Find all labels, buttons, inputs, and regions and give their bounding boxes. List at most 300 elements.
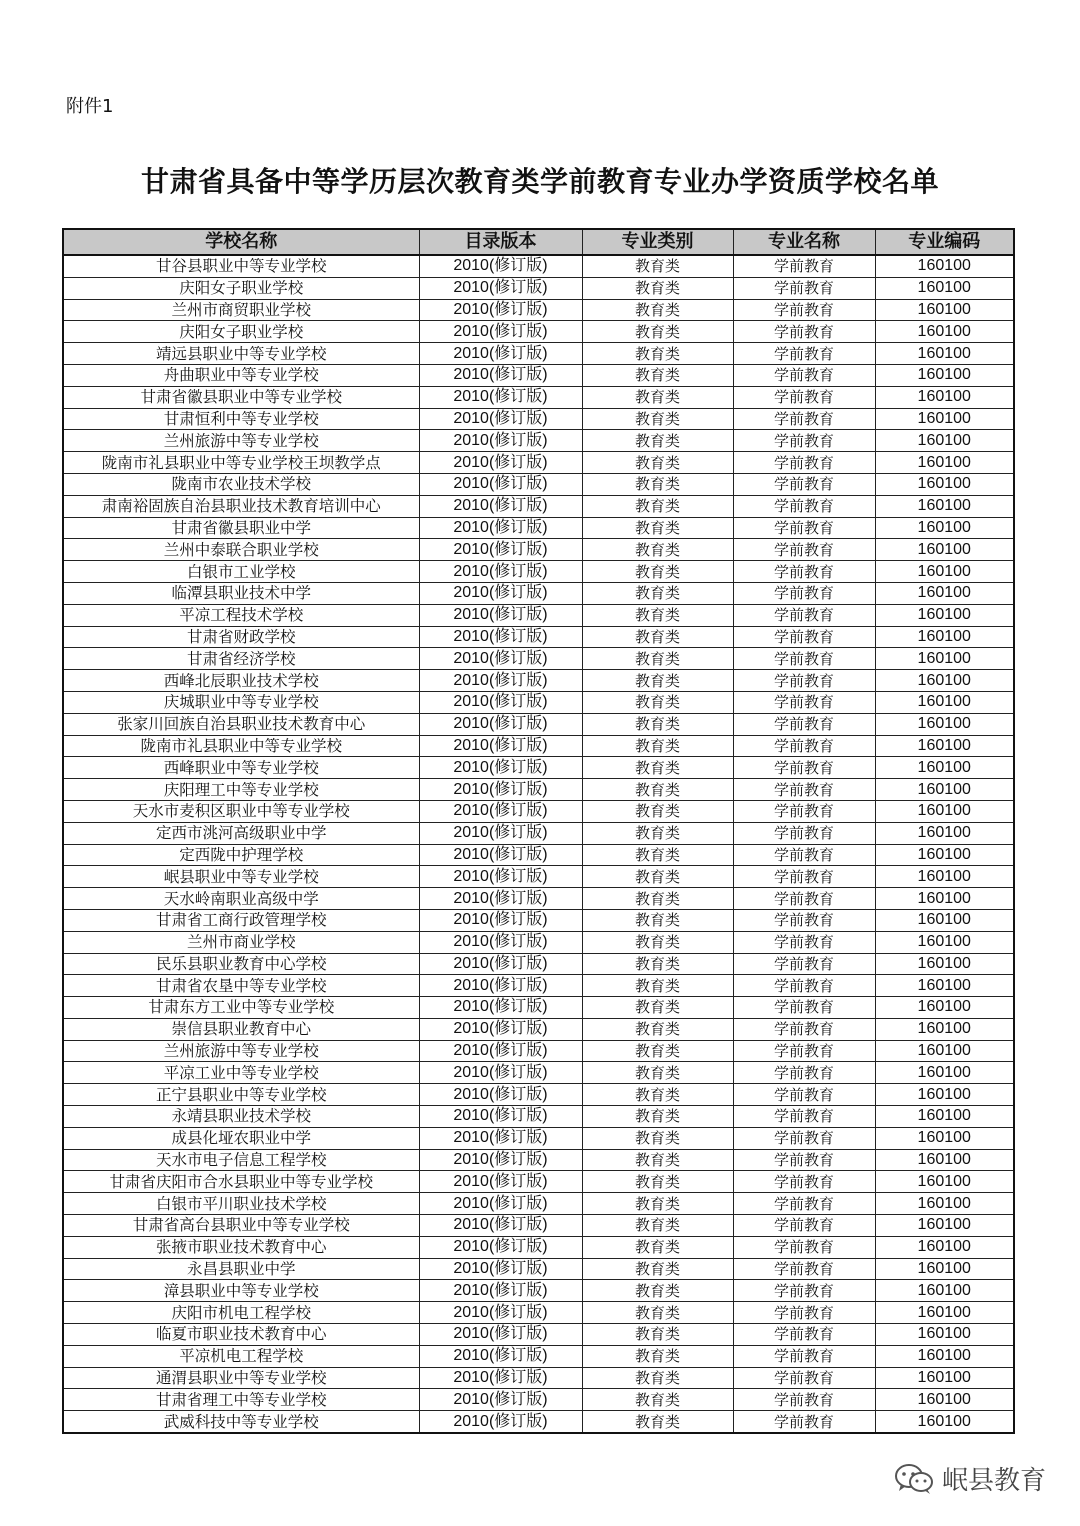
- major-category-cell: 教育类: [582, 1411, 733, 1433]
- table-row: [63, 1345, 1014, 1367]
- catalog-version-cell: 2010(修订版): [419, 1258, 582, 1280]
- major-code-cell: 160100: [875, 1302, 1014, 1324]
- catalog-version-cell: 2010(修订版): [419, 800, 582, 822]
- major-category-cell: 教育类: [582, 604, 733, 626]
- school-table: [62, 228, 1015, 1434]
- major-name-cell: 学前教育: [733, 909, 875, 931]
- table-row: [63, 452, 1014, 474]
- major-code-cell: 160100: [875, 277, 1014, 299]
- school-name-cell: 兰州旅游中等专业学校: [63, 430, 419, 452]
- major-category-cell: 教育类: [582, 1171, 733, 1193]
- major-code-cell: 160100: [875, 1236, 1014, 1258]
- catalog-version-cell: 2010(修订版): [419, 1324, 582, 1346]
- major-category-cell: 教育类: [582, 953, 733, 975]
- catalog-version-cell: 2010(修订版): [419, 1302, 582, 1324]
- catalog-version-cell: 2010(修订版): [419, 430, 582, 452]
- table-row: [63, 1062, 1014, 1084]
- table-row: [63, 1084, 1014, 1106]
- major-name-cell: 学前教育: [733, 277, 875, 299]
- major-name-cell: 学前教育: [733, 561, 875, 583]
- major-name-cell: 学前教育: [733, 473, 875, 495]
- table-row: [63, 670, 1014, 692]
- major-code-cell: 160100: [875, 343, 1014, 365]
- major-code-cell: 160100: [875, 582, 1014, 604]
- major-code-cell: 160100: [875, 1149, 1014, 1171]
- major-category-cell: 教育类: [582, 255, 733, 277]
- school-name-cell: 甘肃省庆阳市合水县职业中等专业学校: [63, 1171, 419, 1193]
- column-header-major-category: 专业类别: [582, 229, 733, 255]
- school-name-cell: 武威科技中等专业学校: [63, 1411, 419, 1433]
- major-name-cell: 学前教育: [733, 343, 875, 365]
- major-name-cell: 学前教育: [733, 975, 875, 997]
- school-name-cell: 甘谷县职业中等专业学校: [63, 255, 419, 277]
- school-name-cell: 甘肃省财政学校: [63, 626, 419, 648]
- major-category-cell: 教育类: [582, 539, 733, 561]
- table-row: [63, 343, 1014, 365]
- catalog-version-cell: 2010(修订版): [419, 299, 582, 321]
- major-name-cell: 学前教育: [733, 452, 875, 474]
- school-name-cell: 舟曲职业中等专业学校: [63, 364, 419, 386]
- school-name-cell: 靖远县职业中等专业学校: [63, 343, 419, 365]
- major-code-cell: 160100: [875, 1106, 1014, 1128]
- table-row: [63, 1280, 1014, 1302]
- catalog-version-cell: 2010(修订版): [419, 1280, 582, 1302]
- school-name-cell: 成县化垭农职业中学: [63, 1127, 419, 1149]
- school-name-cell: 张家川回族自治县职业技术教育中心: [63, 713, 419, 735]
- major-code-cell: 160100: [875, 1345, 1014, 1367]
- major-name-cell: 学前教育: [733, 1215, 875, 1237]
- major-name-cell: 学前教育: [733, 779, 875, 801]
- major-category-cell: 教育类: [582, 1084, 733, 1106]
- school-name-cell: 庆阳市机电工程学校: [63, 1302, 419, 1324]
- major-category-cell: 教育类: [582, 888, 733, 910]
- school-name-cell: 兰州市商业学校: [63, 931, 419, 953]
- major-category-cell: 教育类: [582, 321, 733, 343]
- major-category-cell: 教育类: [582, 844, 733, 866]
- catalog-version-cell: 2010(修订版): [419, 1367, 582, 1389]
- major-code-cell: 160100: [875, 691, 1014, 713]
- catalog-version-cell: 2010(修订版): [419, 888, 582, 910]
- catalog-version-cell: 2010(修订版): [419, 822, 582, 844]
- major-category-cell: 教育类: [582, 1302, 733, 1324]
- school-name-cell: 永昌县职业中学: [63, 1258, 419, 1280]
- school-name-cell: 定西陇中护理学校: [63, 844, 419, 866]
- major-category-cell: 教育类: [582, 909, 733, 931]
- major-name-cell: 学前教育: [733, 1411, 875, 1433]
- major-category-cell: 教育类: [582, 866, 733, 888]
- major-name-cell: 学前教育: [733, 866, 875, 888]
- major-category-cell: 教育类: [582, 452, 733, 474]
- school-name-cell: 崇信县职业教育中心: [63, 1018, 419, 1040]
- school-name-cell: 临夏市职业技术教育中心: [63, 1324, 419, 1346]
- major-code-cell: 160100: [875, 670, 1014, 692]
- major-name-cell: 学前教育: [733, 495, 875, 517]
- major-code-cell: 160100: [875, 800, 1014, 822]
- catalog-version-cell: 2010(修订版): [419, 1062, 582, 1084]
- table-row: [63, 691, 1014, 713]
- catalog-version-cell: 2010(修订版): [419, 997, 582, 1019]
- major-category-cell: 教育类: [582, 691, 733, 713]
- major-code-cell: 160100: [875, 975, 1014, 997]
- catalog-version-cell: 2010(修订版): [419, 735, 582, 757]
- major-code-cell: 160100: [875, 1411, 1014, 1433]
- school-name-cell: 肃南裕固族自治县职业技术教育培训中心: [63, 495, 419, 517]
- catalog-version-cell: 2010(修订版): [419, 277, 582, 299]
- major-category-cell: 教育类: [582, 299, 733, 321]
- major-code-cell: 160100: [875, 953, 1014, 975]
- table-row: [63, 321, 1014, 343]
- major-category-cell: 教育类: [582, 975, 733, 997]
- catalog-version-cell: 2010(修订版): [419, 539, 582, 561]
- major-category-cell: 教育类: [582, 626, 733, 648]
- catalog-version-cell: 2010(修订版): [419, 1389, 582, 1411]
- table-row: [63, 909, 1014, 931]
- school-name-cell: 岷县职业中等专业学校: [63, 866, 419, 888]
- school-name-cell: 西峰北辰职业技术学校: [63, 670, 419, 692]
- column-header-major-code: 专业编码: [875, 229, 1014, 255]
- table-row: [63, 997, 1014, 1019]
- major-name-cell: 学前教育: [733, 1193, 875, 1215]
- major-name-cell: 学前教育: [733, 888, 875, 910]
- school-name-cell: 甘肃省徽县职业中学: [63, 517, 419, 539]
- table-row: [63, 1127, 1014, 1149]
- table-row: [63, 430, 1014, 452]
- major-name-cell: 学前教育: [733, 604, 875, 626]
- major-category-cell: 教育类: [582, 277, 733, 299]
- major-code-cell: 160100: [875, 561, 1014, 583]
- major-category-cell: 教育类: [582, 1127, 733, 1149]
- school-name-cell: 天水岭南职业高级中学: [63, 888, 419, 910]
- catalog-version-cell: 2010(修订版): [419, 931, 582, 953]
- catalog-version-cell: 2010(修订版): [419, 1171, 582, 1193]
- major-code-cell: 160100: [875, 495, 1014, 517]
- major-category-cell: 教育类: [582, 1258, 733, 1280]
- school-name-cell: 甘肃省理工中等专业学校: [63, 1389, 419, 1411]
- table-row: [63, 408, 1014, 430]
- major-name-cell: 学前教育: [733, 757, 875, 779]
- major-code-cell: 160100: [875, 735, 1014, 757]
- major-category-cell: 教育类: [582, 997, 733, 1019]
- table-row: [63, 713, 1014, 735]
- table-row: [63, 1018, 1014, 1040]
- major-category-cell: 教育类: [582, 408, 733, 430]
- major-category-cell: 教育类: [582, 757, 733, 779]
- table-row: [63, 953, 1014, 975]
- catalog-version-cell: 2010(修订版): [419, 495, 582, 517]
- table-row: [63, 1236, 1014, 1258]
- major-category-cell: 教育类: [582, 517, 733, 539]
- column-header-major-name: 专业名称: [733, 229, 875, 255]
- major-name-cell: 学前教育: [733, 1106, 875, 1128]
- major-name-cell: 学前教育: [733, 517, 875, 539]
- wechat-icon: [894, 1462, 934, 1496]
- school-name-cell: 民乐县职业教育中心学校: [63, 953, 419, 975]
- major-code-cell: 160100: [875, 299, 1014, 321]
- table-row: [63, 1389, 1014, 1411]
- table-row: [63, 255, 1014, 277]
- table-row: [63, 539, 1014, 561]
- column-header-catalog-version: 目录版本: [419, 229, 582, 255]
- major-name-cell: 学前教育: [733, 1236, 875, 1258]
- catalog-version-cell: 2010(修订版): [419, 1106, 582, 1128]
- catalog-version-cell: 2010(修订版): [419, 1193, 582, 1215]
- major-name-cell: 学前教育: [733, 1324, 875, 1346]
- major-category-cell: 教育类: [582, 735, 733, 757]
- table-row: [63, 604, 1014, 626]
- table-row: [63, 975, 1014, 997]
- school-name-cell: 张掖市职业技术教育中心: [63, 1236, 419, 1258]
- catalog-version-cell: 2010(修订版): [419, 1127, 582, 1149]
- major-category-cell: 教育类: [582, 1106, 733, 1128]
- school-name-cell: 平凉机电工程学校: [63, 1345, 419, 1367]
- table-body: [63, 255, 1014, 1433]
- catalog-version-cell: 2010(修订版): [419, 561, 582, 583]
- table-row: [63, 277, 1014, 299]
- table-row: [63, 1367, 1014, 1389]
- school-name-cell: 庆阳女子职业学校: [63, 277, 419, 299]
- catalog-version-cell: 2010(修订版): [419, 779, 582, 801]
- catalog-version-cell: 2010(修订版): [419, 517, 582, 539]
- major-name-cell: 学前教育: [733, 1149, 875, 1171]
- table-row: [63, 1106, 1014, 1128]
- major-code-cell: 160100: [875, 255, 1014, 277]
- major-code-cell: 160100: [875, 1389, 1014, 1411]
- school-name-cell: 甘肃省工商行政管理学校: [63, 909, 419, 931]
- school-name-cell: 陇南市农业技术学校: [63, 473, 419, 495]
- school-name-cell: 漳县职业中等专业学校: [63, 1280, 419, 1302]
- major-name-cell: 学前教育: [733, 321, 875, 343]
- table-row: [63, 364, 1014, 386]
- catalog-version-cell: 2010(修订版): [419, 408, 582, 430]
- school-name-cell: 陇南市礼县职业中等专业学校王坝教学点: [63, 452, 419, 474]
- table-row: [63, 800, 1014, 822]
- catalog-version-cell: 2010(修订版): [419, 713, 582, 735]
- table-row: [63, 582, 1014, 604]
- major-code-cell: 160100: [875, 452, 1014, 474]
- major-name-cell: 学前教育: [733, 1084, 875, 1106]
- major-name-cell: 学前教育: [733, 735, 875, 757]
- major-category-cell: 教育类: [582, 1389, 733, 1411]
- catalog-version-cell: 2010(修订版): [419, 386, 582, 408]
- major-category-cell: 教育类: [582, 561, 733, 583]
- major-code-cell: 160100: [875, 1062, 1014, 1084]
- major-code-cell: 160100: [875, 713, 1014, 735]
- major-name-cell: 学前教育: [733, 582, 875, 604]
- school-name-cell: 兰州市商贸职业学校: [63, 299, 419, 321]
- major-code-cell: 160100: [875, 1280, 1014, 1302]
- major-code-cell: 160100: [875, 408, 1014, 430]
- school-name-cell: 平凉工业中等专业学校: [63, 1062, 419, 1084]
- major-category-cell: 教育类: [582, 1324, 733, 1346]
- school-name-cell: 永靖县职业技术学校: [63, 1106, 419, 1128]
- major-category-cell: 教育类: [582, 1018, 733, 1040]
- major-category-cell: 教育类: [582, 343, 733, 365]
- major-code-cell: 160100: [875, 909, 1014, 931]
- major-category-cell: 教育类: [582, 1345, 733, 1367]
- major-name-cell: 学前教育: [733, 1062, 875, 1084]
- table-row: [63, 1215, 1014, 1237]
- major-name-cell: 学前教育: [733, 1040, 875, 1062]
- major-name-cell: 学前教育: [733, 1302, 875, 1324]
- major-code-cell: 160100: [875, 386, 1014, 408]
- major-name-cell: 学前教育: [733, 430, 875, 452]
- catalog-version-cell: 2010(修订版): [419, 866, 582, 888]
- major-name-cell: 学前教育: [733, 1367, 875, 1389]
- major-code-cell: 160100: [875, 321, 1014, 343]
- school-name-cell: 甘肃东方工业中等专业学校: [63, 997, 419, 1019]
- table-row: [63, 757, 1014, 779]
- table-row: [63, 735, 1014, 757]
- school-name-cell: 甘肃省农垦中等专业学校: [63, 975, 419, 997]
- major-name-cell: 学前教育: [733, 800, 875, 822]
- table-row: [63, 822, 1014, 844]
- school-name-cell: 兰州中泰联合职业学校: [63, 539, 419, 561]
- major-name-cell: 学前教育: [733, 386, 875, 408]
- catalog-version-cell: 2010(修订版): [419, 343, 582, 365]
- major-name-cell: 学前教育: [733, 1171, 875, 1193]
- watermark-text: 岷县教育: [941, 1466, 1046, 1496]
- table-row: [63, 561, 1014, 583]
- major-name-cell: 学前教育: [733, 1258, 875, 1280]
- catalog-version-cell: 2010(修订版): [419, 670, 582, 692]
- school-name-cell: 正宁县职业中等专业学校: [63, 1084, 419, 1106]
- table-row: [63, 1193, 1014, 1215]
- major-code-cell: 160100: [875, 364, 1014, 386]
- major-code-cell: 160100: [875, 1171, 1014, 1193]
- account-watermark: [894, 1460, 1046, 1497]
- major-name-cell: 学前教育: [733, 1345, 875, 1367]
- catalog-version-cell: 2010(修订版): [419, 364, 582, 386]
- school-name-cell: 通渭县职业中等专业学校: [63, 1367, 419, 1389]
- major-code-cell: 160100: [875, 539, 1014, 561]
- school-name-cell: 天水市麦积区职业中等专业学校: [63, 800, 419, 822]
- catalog-version-cell: 2010(修订版): [419, 604, 582, 626]
- major-category-cell: 教育类: [582, 1367, 733, 1389]
- major-code-cell: 160100: [875, 931, 1014, 953]
- table-row: [63, 1040, 1014, 1062]
- major-name-cell: 学前教育: [733, 364, 875, 386]
- major-name-cell: 学前教育: [733, 822, 875, 844]
- major-category-cell: 教育类: [582, 822, 733, 844]
- catalog-version-cell: 2010(修订版): [419, 691, 582, 713]
- major-name-cell: 学前教育: [733, 713, 875, 735]
- major-category-cell: 教育类: [582, 386, 733, 408]
- catalog-version-cell: 2010(修订版): [419, 757, 582, 779]
- major-category-cell: 教育类: [582, 495, 733, 517]
- major-category-cell: 教育类: [582, 1040, 733, 1062]
- major-code-cell: 160100: [875, 517, 1014, 539]
- table-row: [63, 1149, 1014, 1171]
- major-name-cell: 学前教育: [733, 648, 875, 670]
- major-code-cell: 160100: [875, 822, 1014, 844]
- major-category-cell: 教育类: [582, 473, 733, 495]
- catalog-version-cell: 2010(修订版): [419, 648, 582, 670]
- major-code-cell: 160100: [875, 997, 1014, 1019]
- school-name-cell: 定西市洮河高级职业中学: [63, 822, 419, 844]
- school-name-cell: 甘肃省经济学校: [63, 648, 419, 670]
- major-name-cell: 学前教育: [733, 539, 875, 561]
- major-code-cell: 160100: [875, 1018, 1014, 1040]
- school-name-cell: 陇南市礼县职业中等专业学校: [63, 735, 419, 757]
- major-category-cell: 教育类: [582, 364, 733, 386]
- major-category-cell: 教育类: [582, 582, 733, 604]
- major-code-cell: 160100: [875, 779, 1014, 801]
- catalog-version-cell: 2010(修订版): [419, 255, 582, 277]
- major-code-cell: 160100: [875, 648, 1014, 670]
- catalog-version-cell: 2010(修订版): [419, 1236, 582, 1258]
- school-name-cell: 白银市工业学校: [63, 561, 419, 583]
- column-header-school-name: 学校名称: [63, 229, 419, 255]
- table-row: [63, 866, 1014, 888]
- major-code-cell: 160100: [875, 757, 1014, 779]
- major-category-cell: 教育类: [582, 779, 733, 801]
- major-code-cell: 160100: [875, 430, 1014, 452]
- major-code-cell: 160100: [875, 866, 1014, 888]
- school-name-cell: 平凉工程技术学校: [63, 604, 419, 626]
- catalog-version-cell: 2010(修订版): [419, 844, 582, 866]
- major-name-cell: 学前教育: [733, 1280, 875, 1302]
- major-code-cell: 160100: [875, 844, 1014, 866]
- major-name-cell: 学前教育: [733, 953, 875, 975]
- major-code-cell: 160100: [875, 888, 1014, 910]
- major-category-cell: 教育类: [582, 1149, 733, 1171]
- major-name-cell: 学前教育: [733, 408, 875, 430]
- school-name-cell: 临潭县职业技术中学: [63, 582, 419, 604]
- attachment-label: 附件1: [66, 96, 114, 117]
- major-code-cell: 160100: [875, 604, 1014, 626]
- major-name-cell: 学前教育: [733, 1127, 875, 1149]
- catalog-version-cell: 2010(修订版): [419, 1411, 582, 1433]
- major-name-cell: 学前教育: [733, 1389, 875, 1411]
- major-category-cell: 教育类: [582, 430, 733, 452]
- table-row: [63, 517, 1014, 539]
- catalog-version-cell: 2010(修订版): [419, 473, 582, 495]
- catalog-version-cell: 2010(修订版): [419, 582, 582, 604]
- school-name-cell: 甘肃省高台县职业中等专业学校: [63, 1215, 419, 1237]
- table-row: [63, 1324, 1014, 1346]
- major-category-cell: 教育类: [582, 931, 733, 953]
- major-category-cell: 教育类: [582, 1193, 733, 1215]
- table-row: [63, 931, 1014, 953]
- catalog-version-cell: 2010(修订版): [419, 1149, 582, 1171]
- catalog-version-cell: 2010(修订版): [419, 1215, 582, 1237]
- catalog-version-cell: 2010(修订版): [419, 975, 582, 997]
- major-code-cell: 160100: [875, 473, 1014, 495]
- major-code-cell: 160100: [875, 1040, 1014, 1062]
- table-row: [63, 473, 1014, 495]
- school-name-cell: 西峰职业中等专业学校: [63, 757, 419, 779]
- major-name-cell: 学前教育: [733, 691, 875, 713]
- catalog-version-cell: 2010(修订版): [419, 1018, 582, 1040]
- major-category-cell: 教育类: [582, 648, 733, 670]
- major-category-cell: 教育类: [582, 1062, 733, 1084]
- school-name-cell: 甘肃省徽县职业中等专业学校: [63, 386, 419, 408]
- major-name-cell: 学前教育: [733, 670, 875, 692]
- table-row: [63, 648, 1014, 670]
- major-name-cell: 学前教育: [733, 299, 875, 321]
- school-name-cell: 天水市电子信息工程学校: [63, 1149, 419, 1171]
- major-code-cell: 160100: [875, 1367, 1014, 1389]
- catalog-version-cell: 2010(修订版): [419, 626, 582, 648]
- major-name-cell: 学前教育: [733, 1018, 875, 1040]
- table-row: [63, 299, 1014, 321]
- major-code-cell: 160100: [875, 1084, 1014, 1106]
- major-code-cell: 160100: [875, 1193, 1014, 1215]
- major-category-cell: 教育类: [582, 670, 733, 692]
- school-name-cell: 庆阳女子职业学校: [63, 321, 419, 343]
- catalog-version-cell: 2010(修订版): [419, 1040, 582, 1062]
- major-code-cell: 160100: [875, 1324, 1014, 1346]
